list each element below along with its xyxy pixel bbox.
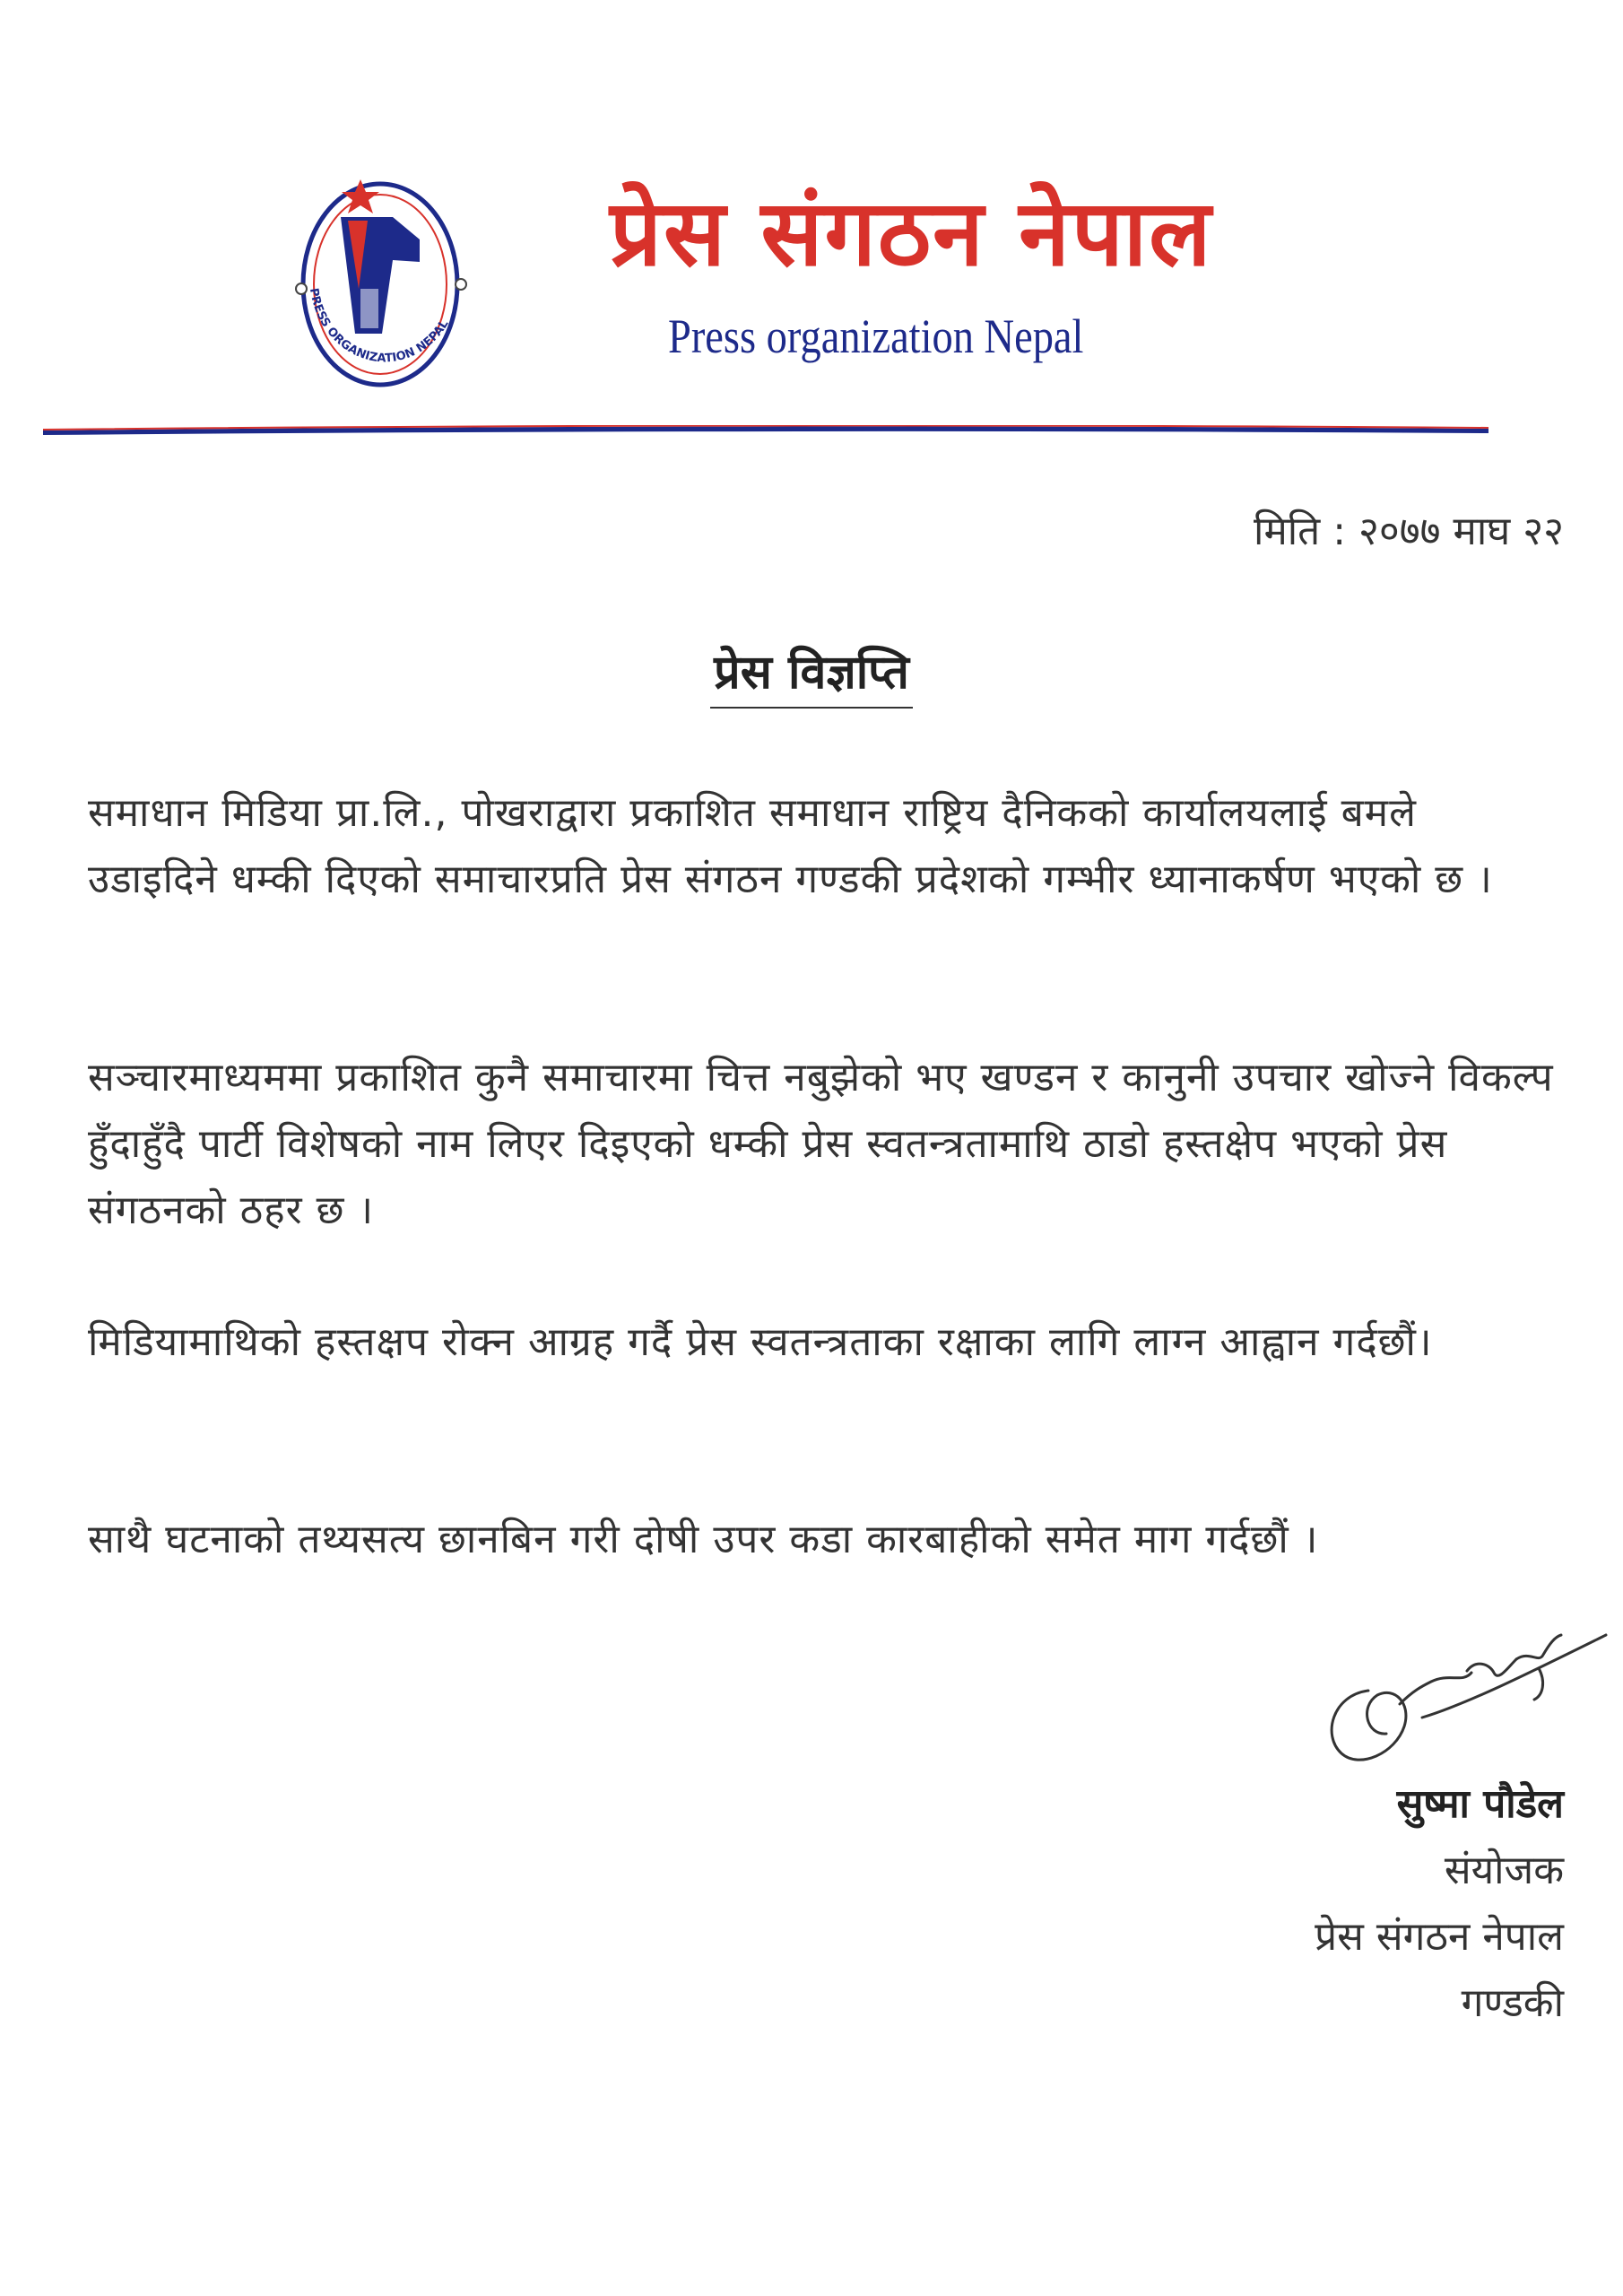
organization-logo (285, 154, 475, 398)
signatory-organization: प्रेस संगठन नेपाल (1315, 1914, 1564, 1960)
signature-block (1315, 1771, 1564, 2037)
header-divider (43, 425, 1488, 436)
document-title-wrapper (0, 639, 1623, 702)
paragraph-2: सञ्चारमाध्यममा प्रकाशित कुनै समाचारमा चित्त नबुझेको भए खण्डन र कानुनी उपचार खोज्ने विकल्प हुँदाहुँदै पार्टी विशेषको नाम लिएर दिइएको धम्की प्रेस स्वतन्त्रतामाथि ठाडो हस्तक्षेप भएको प्रेस संगठनको ठहर छ । (88, 1055, 1554, 1233)
paragraph-4: साथै घटनाको तथ्यसत्य छानबिन गरी दोषी उपर कडा कारबाहीको समेत माग गर्दछौं । (88, 1517, 1319, 1562)
signatory-region: गण्डकी (1461, 1980, 1564, 2026)
signatory-role: संयोजक (1444, 1848, 1564, 1893)
svg-text:PRESS ORGANIZATION NEPAL: PRESS ORGANIZATION NEPAL (306, 287, 452, 366)
organization-name-english: Press organization Nepal (668, 309, 1084, 363)
paragraph-3: मिडियामाथिको हस्तक्षप रोक्न आग्रह गर्दै प्रेस स्वतन्त्रताका रक्षाका लागि लाग्न आह्वान गर्दछौं। (88, 1319, 1433, 1365)
paragraph-1: समाधान मिडिया प्रा.लि., पोखराद्वारा प्रकाशित समाधान राष्ट्रिय दैनिकको कार्यालयलाई बमले उडाइदिने धम्की दिएको समाचारप्रति प्रेस संगठन गण्डकी प्रदेशको गम्भीर ध्यानाकर्षण भएको छ । (88, 790, 1493, 902)
handwritten-signature (1315, 1619, 1610, 1785)
signatory-name: सुष्मा पौडेल (1396, 1781, 1564, 1827)
document-title: प्रेस विज्ञप्ति (710, 646, 913, 709)
date-line: मिति : २०७७ माघ २२ (1254, 509, 1564, 554)
organization-name-nepali: प्रेस संगठन नेपाल (610, 179, 1213, 287)
